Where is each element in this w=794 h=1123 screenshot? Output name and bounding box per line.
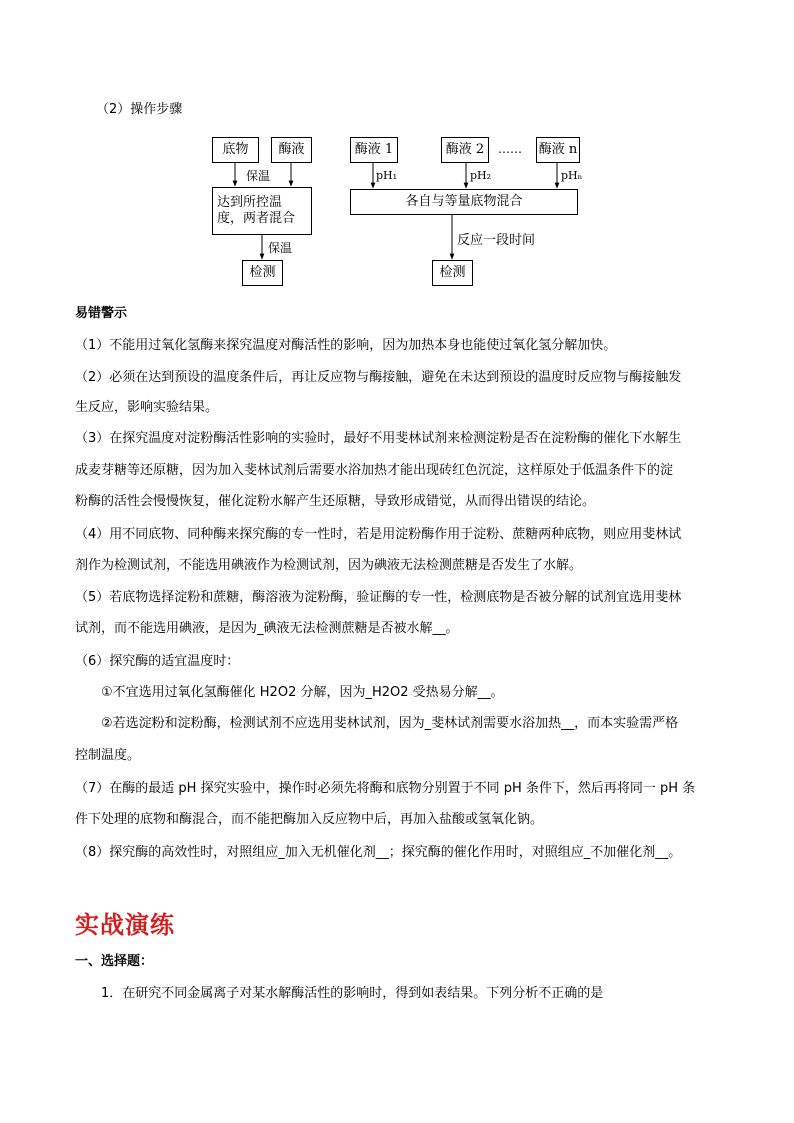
warning-title: 易错警示	[75, 306, 128, 321]
item-3-line-3: 粉酶的活性会慢慢恢复，催化淀粉水解产生还原糖，导致形成错觉，从而得出错误的结论。	[75, 494, 596, 509]
box-enzyme-2: 酶液 2	[441, 137, 489, 163]
label-ph2: pH₂	[470, 169, 492, 182]
box-substrate: 底物	[212, 137, 259, 163]
box-enzyme-n: 酶液 n	[536, 137, 580, 163]
box-detect-right: 检测	[432, 260, 473, 286]
item-7-line-1: （7）在酶的最适 pH 探究实验中，操作时必须先将酶和底物分别置于不同 pH 条件下，然后再将同一 pH 条	[75, 781, 696, 796]
question-1: 1．在研究不同金属离子对某水解酶活性的影响时，得到如表结果。下列分析不正确的是	[101, 986, 604, 1001]
item-7-line-2: 件下处理的底物和酶混合，而不能把酶加入反应物中后，再加入盐酸或氢氧化钠。	[75, 812, 544, 827]
dots: ……	[498, 142, 522, 156]
label-react-time: 反应一段时间	[457, 233, 536, 248]
section-heading: 一、选择题：	[75, 954, 154, 969]
item-3-line-1: （3）在探究温度对淀粉酶活性影响的实验时，最好不用斐林试剂来检测淀粉是否在淀粉酶的催化下水解生	[75, 431, 682, 446]
item-3-line-2: 成麦芽糖等还原糖，因为加入斐林试剂后需要水浴加热才能出现砖红色沉淀，这样原处于低温条件下的淀	[75, 463, 674, 478]
label-keep-temp-2: 保温	[268, 241, 293, 255]
label-ph1: pH₁	[376, 169, 398, 182]
practice-title: 实战演练	[75, 911, 175, 939]
item-2-line-2: 生反应，影响实验结果。	[75, 400, 219, 415]
item-8: （8）探究酶的高效性时，对照组应_加入无机催化剂__；探究酶的催化作用时，对照组应_不加催化剂__。	[75, 845, 682, 860]
item-5-line-1: （5）若底物选择淀粉和蔗糖，酶溶液为淀粉酶，验证酶的专一性，检测底物是否被分解的试剂宜选用斐林	[75, 590, 682, 605]
item-4-line-2: 剂作为检测试剂，不能选用碘液作为检测试剂，因为碘液无法检测蔗糖是否发生了水解。	[75, 558, 583, 573]
item-5-line-2: 试剂，而不能选用碘液，是因为_碘液无法检测蔗糖是否被水解__。	[75, 621, 459, 636]
box-detect-left: 检测	[242, 260, 283, 286]
step-title: （2）操作步骤	[96, 102, 183, 117]
item-6-point-2-line-2: 控制温度。	[75, 748, 141, 763]
diagram-arrows	[0, 0, 794, 300]
item-4-line-1: （4）用不同底物、同种酶来探究酶的专一性时，若是用淀粉酶作用于淀粉、蔗糖两种底物，则应用斐林试	[75, 527, 682, 542]
box-enzyme-1: 酶液 1	[350, 137, 398, 163]
item-2-line-1: （2）必须在达到预设的温度条件后，再让反应物与酶接触，避免在未达到预设的温度时反应物与酶接触发	[75, 370, 682, 385]
box-mix-substrate: 各自与等量底物混合	[350, 189, 578, 215]
label-keep-temp-1: 保温	[246, 169, 271, 183]
item-6-heading: （6）探究酶的适宜温度时：	[75, 654, 240, 669]
item-6-point-2-line-1: ②若选淀粉和淀粉酶，检测试剂不应选用斐林试剂，因为_斐林试剂需要水浴加热__，而本实验需严格	[101, 716, 679, 731]
item-6-point-1: ①不宜选用过氧化氢酶催化 H2O2 分解，因为_H2O2 受热易分解__。	[101, 685, 504, 700]
item-1: （1）不能用过氧化氢酶来探究温度对酶活性的影响，因为加热本身也能使过氧化氢分解加快。	[75, 338, 617, 353]
box-enzyme: 酶液	[271, 137, 312, 163]
box-mix-temp: 达到所控温度，两者混合	[212, 187, 312, 235]
label-phn: pHₙ	[561, 169, 583, 182]
